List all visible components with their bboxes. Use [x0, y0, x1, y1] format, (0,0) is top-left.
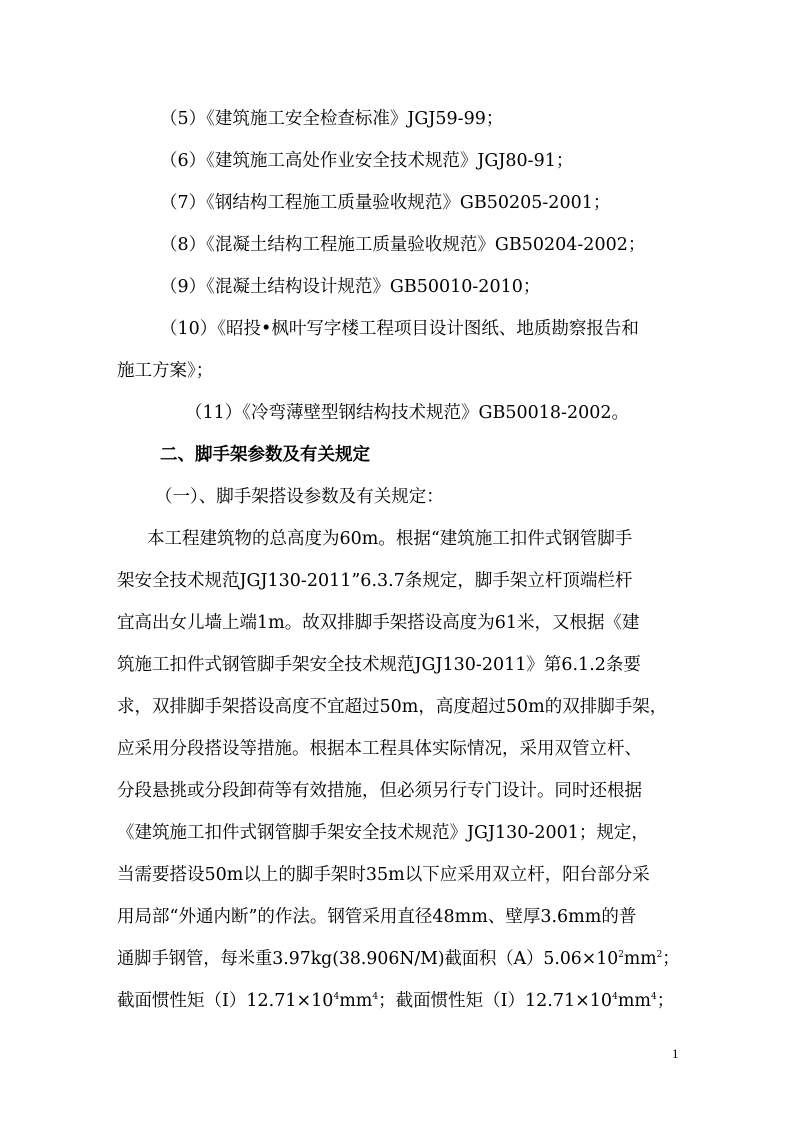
- list-item: （5）《建筑施工安全检查标准》JGJ59-99；: [160, 109, 504, 129]
- superscript: 4: [651, 992, 657, 1002]
- body-line: 求，双排脚手架搭设高度不宜超过50m，高度超过50m的双排脚手架，: [117, 697, 668, 717]
- body-line: 《建筑施工扣件式钢管脚手架安全技术规范》JGJ130-2001；规定，: [117, 823, 649, 843]
- list-item: （7）《钢结构工程施工质量验收规范》GB50205-2001；: [160, 193, 611, 213]
- list-item: （11）《冷弯薄壁型钢结构技术规范》GB50018-2002。: [185, 403, 629, 423]
- body-line: 当需要搭设50m以上的脚手架时35m以下应采用双立杆，阳台部分采: [117, 865, 650, 885]
- list-item: （6）《建筑施工高处作业安全技术规范》JGJ80-91；: [160, 151, 574, 171]
- text-run: 通脚手钢管，每米重3.97kg(38.906N/M)截面积（A）5.06×10: [117, 949, 619, 969]
- superscript: 2: [618, 950, 624, 960]
- body-line-moment-of-inertia: [117, 989, 674, 1013]
- text-run: ；: [662, 949, 680, 969]
- text-run: mm: [623, 949, 657, 969]
- list-item: （8）《混凝土结构工程施工质量验收规范》GB50204-2002；: [160, 235, 646, 255]
- text-run: mm: [339, 991, 373, 1011]
- text-run: 截面惯性矩（I）12.71×10: [117, 991, 334, 1011]
- superscript: 4: [333, 992, 340, 1002]
- section-heading: 二、脚手架参数及有关规定: [160, 445, 370, 465]
- body-line: 宜高出女儿墙上端1m。故双排脚手架搭设高度为61米，又根据《建: [117, 613, 640, 633]
- text-run: mm: [617, 991, 652, 1011]
- list-item: （10）《昭投•枫叶写字楼工程项目设计图纸、地质勘察报告和: [160, 319, 639, 339]
- subsection-heading: （一）、脚手架搭设参数及有关规定：: [155, 487, 444, 507]
- body-line-section-area: [117, 947, 680, 971]
- body-line: 筑施工扣件式钢管脚手架安全技术规范JGJ130-2011》第6.1.2条要: [117, 655, 641, 675]
- text-run: ；: [656, 991, 675, 1011]
- text-run: ；截面惯性矩（I）12.71×10: [378, 991, 613, 1011]
- superscript: 4: [612, 992, 618, 1002]
- body-line: 应采用分段搭设等措施。根据本工程具体实际情况，采用双管立杆、: [117, 739, 642, 759]
- superscript: 4: [372, 992, 379, 1002]
- superscript: 2: [656, 950, 663, 960]
- body-line: 分段悬挑或分段卸荷等有效措施，但必须另行专门设计。同时还根据: [117, 781, 642, 801]
- body-line: 架安全技术规范JGJ130-2011”6.3.7条规定，脚手架立杆顶端栏杆: [117, 571, 633, 591]
- body-line: 用局部“外通内断”的作法。钢管采用直径48mm、壁厚3.6mm的普: [117, 907, 637, 927]
- list-item: （9）《混凝土结构设计规范》GB50010-2010；: [160, 277, 541, 297]
- list-item-continuation: 施工方案》；: [117, 361, 214, 381]
- body-line: 本工程建筑物的总高度为60m。根据“建筑施工扣件式钢管脚手: [147, 529, 633, 549]
- page-number: 1: [672, 1046, 679, 1061]
